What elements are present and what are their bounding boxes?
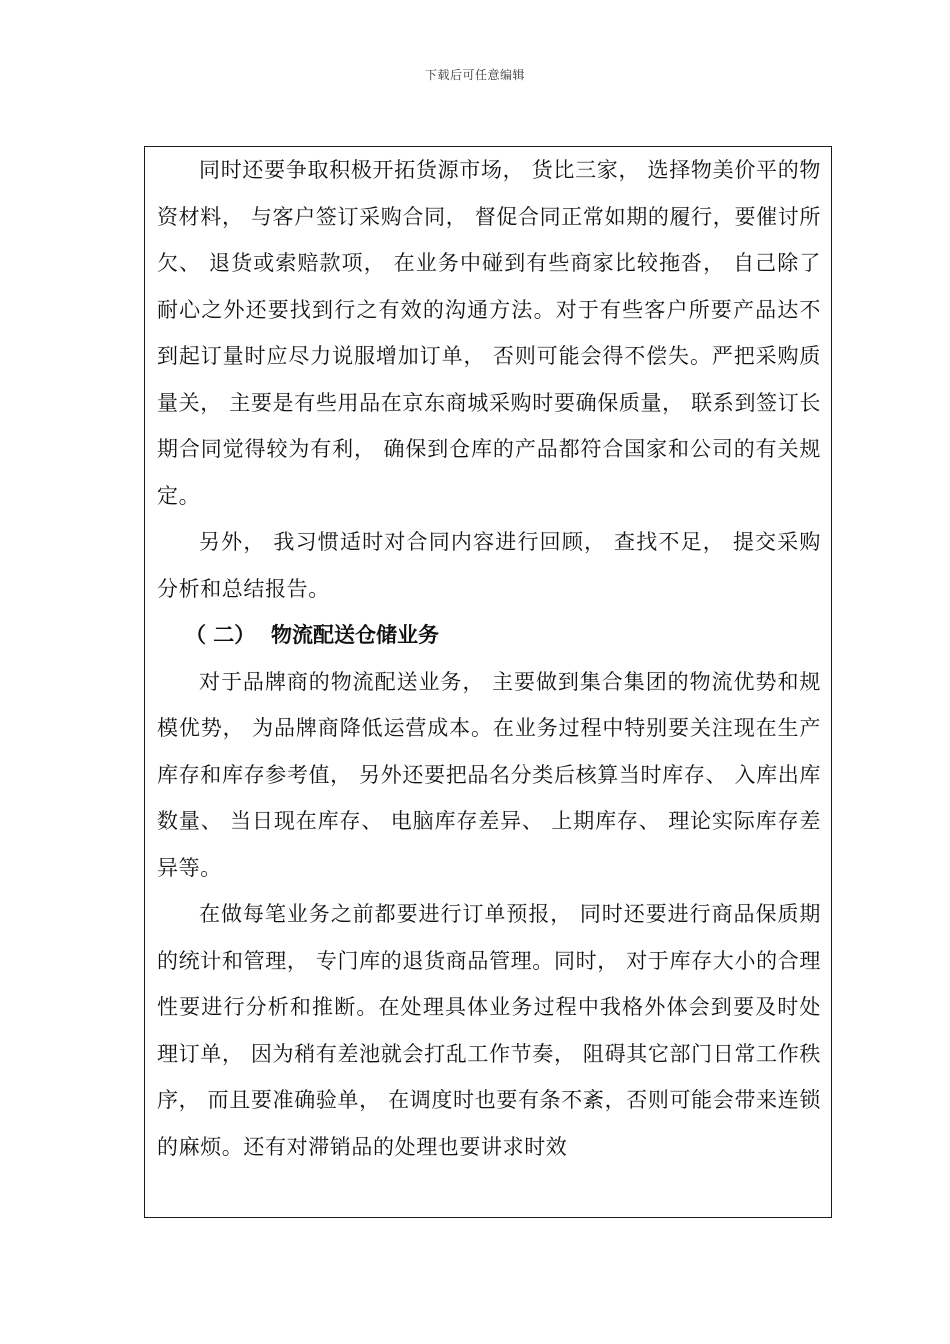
header-note: 下载后可任意编辑 <box>424 68 525 82</box>
section-heading <box>157 612 821 659</box>
section-title: 物流配送仓储业务 <box>271 623 439 647</box>
content-frame <box>144 146 832 1218</box>
section-number: （ 二） <box>185 623 256 647</box>
paragraph-orders: 在做每笔业务之前都要进行订单预报， 同时还要进行商品保质期的统计和管理， 专门库的退货商品管理。同时， 对于库存大小的合理性要进行分析和推断。在处理具体业务过程中我格外体会到要及时处理订单， 因为稍有差池就会打乱工作节奏， 阻碍其它部门日常工作秩序， 而且要准确验单， 在调度时也要有条不紊，否则可能会带来连锁的麻烦。还有对滞销品的处理也要讲求时效 <box>157 902 821 1159</box>
paragraph-contract-review: 另外， 我习惯适时对合同内容进行回顾， 查找不足， 提交采购分析和总结报告。 <box>157 530 821 601</box>
paragraph-logistics: 对于品牌商的物流配送业务， 主要做到集合集团的物流优势和规模优势， 为品牌商降低运营成本。在业务过程中特别要关注现在生产库存和库存参考值， 另外还要把品名分类后核算当时库存、 入库出库数量、 当日现在库存、 电脑库存差异、 上期库存、 理论实际库存差异等。 <box>157 669 821 880</box>
paragraph-procurement: 同时还要争取积极开拓货源市场， 货比三家， 选择物美价平的物资材料， 与客户签订采购合同， 督促合同正常如期的履行，要催讨所欠、 退货或索赔款项， 在业务中碰到有些商家比较拖沓， 自己除了耐心之外还要找到行之有效的沟通方法。对于有些客户所要产品达不到起订量时应尽力说服增加订单， 否则可能会得不偿失。严把采购质量关， 主要是有些用品在京东商城采购时要确保质量， 联系到签订长期合同觉得较为有利， 确保到仓库的产品都符合国家和公司的有关规定。 <box>157 158 821 508</box>
document-body <box>157 147 821 1170</box>
